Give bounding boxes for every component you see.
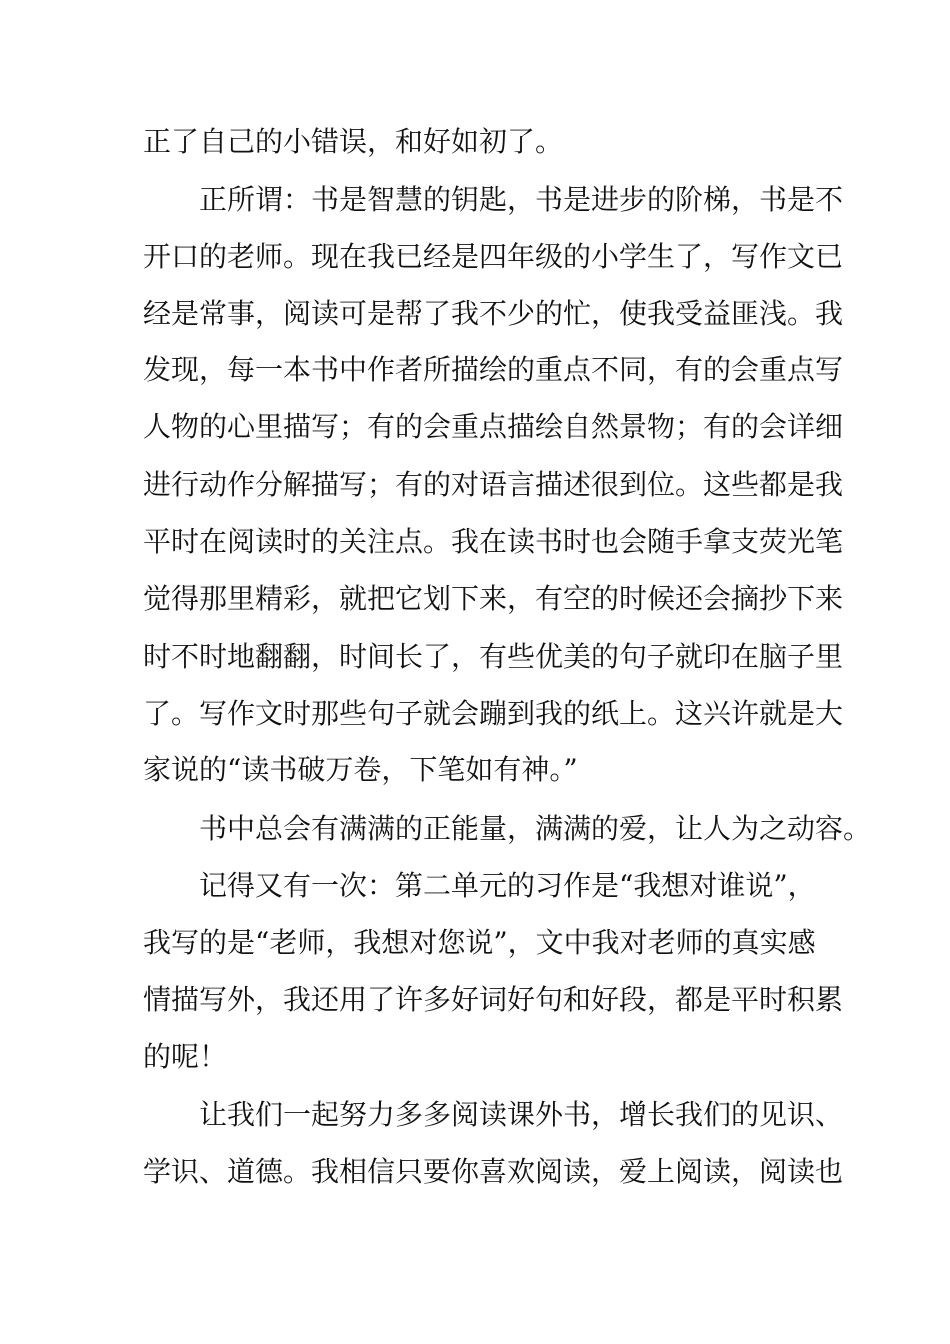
text-line: 发现，每一本书中作者所描绘的重点不同，有的会重点写 bbox=[143, 353, 844, 386]
text-line: 正了自己的小错误，和好如初了。 bbox=[143, 125, 564, 158]
text-line: 时不时地翻翻，时间长了，有些优美的句子就印在脑子里 bbox=[143, 640, 844, 673]
text-line: 书中总会有满满的正能量，满满的爱，让人为之动容。 bbox=[199, 812, 872, 845]
text-line: 情描写外，我还用了许多好词好句和好段，都是平时积累 bbox=[143, 983, 844, 1016]
text-line: 觉得那里精彩，就把它划下来，有空的时候还会摘抄下来 bbox=[143, 582, 844, 615]
text-line: 人物的心里描写；有的会重点描绘自然景物；有的会详细 bbox=[143, 410, 844, 443]
text-line: 的呢！ bbox=[143, 1040, 228, 1073]
text-line: 经是常事，阅读可是帮了我不少的忙，使我受益匪浅。我 bbox=[143, 297, 844, 330]
text-line: 了。写作文时那些句子就会蹦到我的纸上。这兴许就是大 bbox=[143, 697, 844, 730]
text-line: 进行动作分解描写；有的对语言描述很到位。这些都是我 bbox=[143, 468, 844, 501]
text-line: 让我们一起努力多多阅读课外书，增长我们的见识、 bbox=[199, 1098, 844, 1131]
text-line: 开口的老师。现在我已经是四年级的小学生了，写作文已 bbox=[143, 240, 844, 273]
text-line: 家说的“读书破万卷，下笔如有神。” bbox=[143, 753, 578, 786]
text-line: 学识、道德。我相信只要你喜欢阅读，爱上阅读，阅读也 bbox=[143, 1155, 844, 1188]
text-line: 我写的是“老师，我想对您说”，文中我对老师的真实感 bbox=[143, 926, 816, 959]
text-line: 记得又有一次：第二单元的习作是“我想对谁说”， bbox=[199, 869, 816, 902]
text-line: 平时在阅读时的关注点。我在读书时也会随手拿支荧光笔 bbox=[143, 525, 844, 558]
text-line: 正所谓：书是智慧的钥匙，书是进步的阶梯，书是不 bbox=[199, 183, 844, 216]
